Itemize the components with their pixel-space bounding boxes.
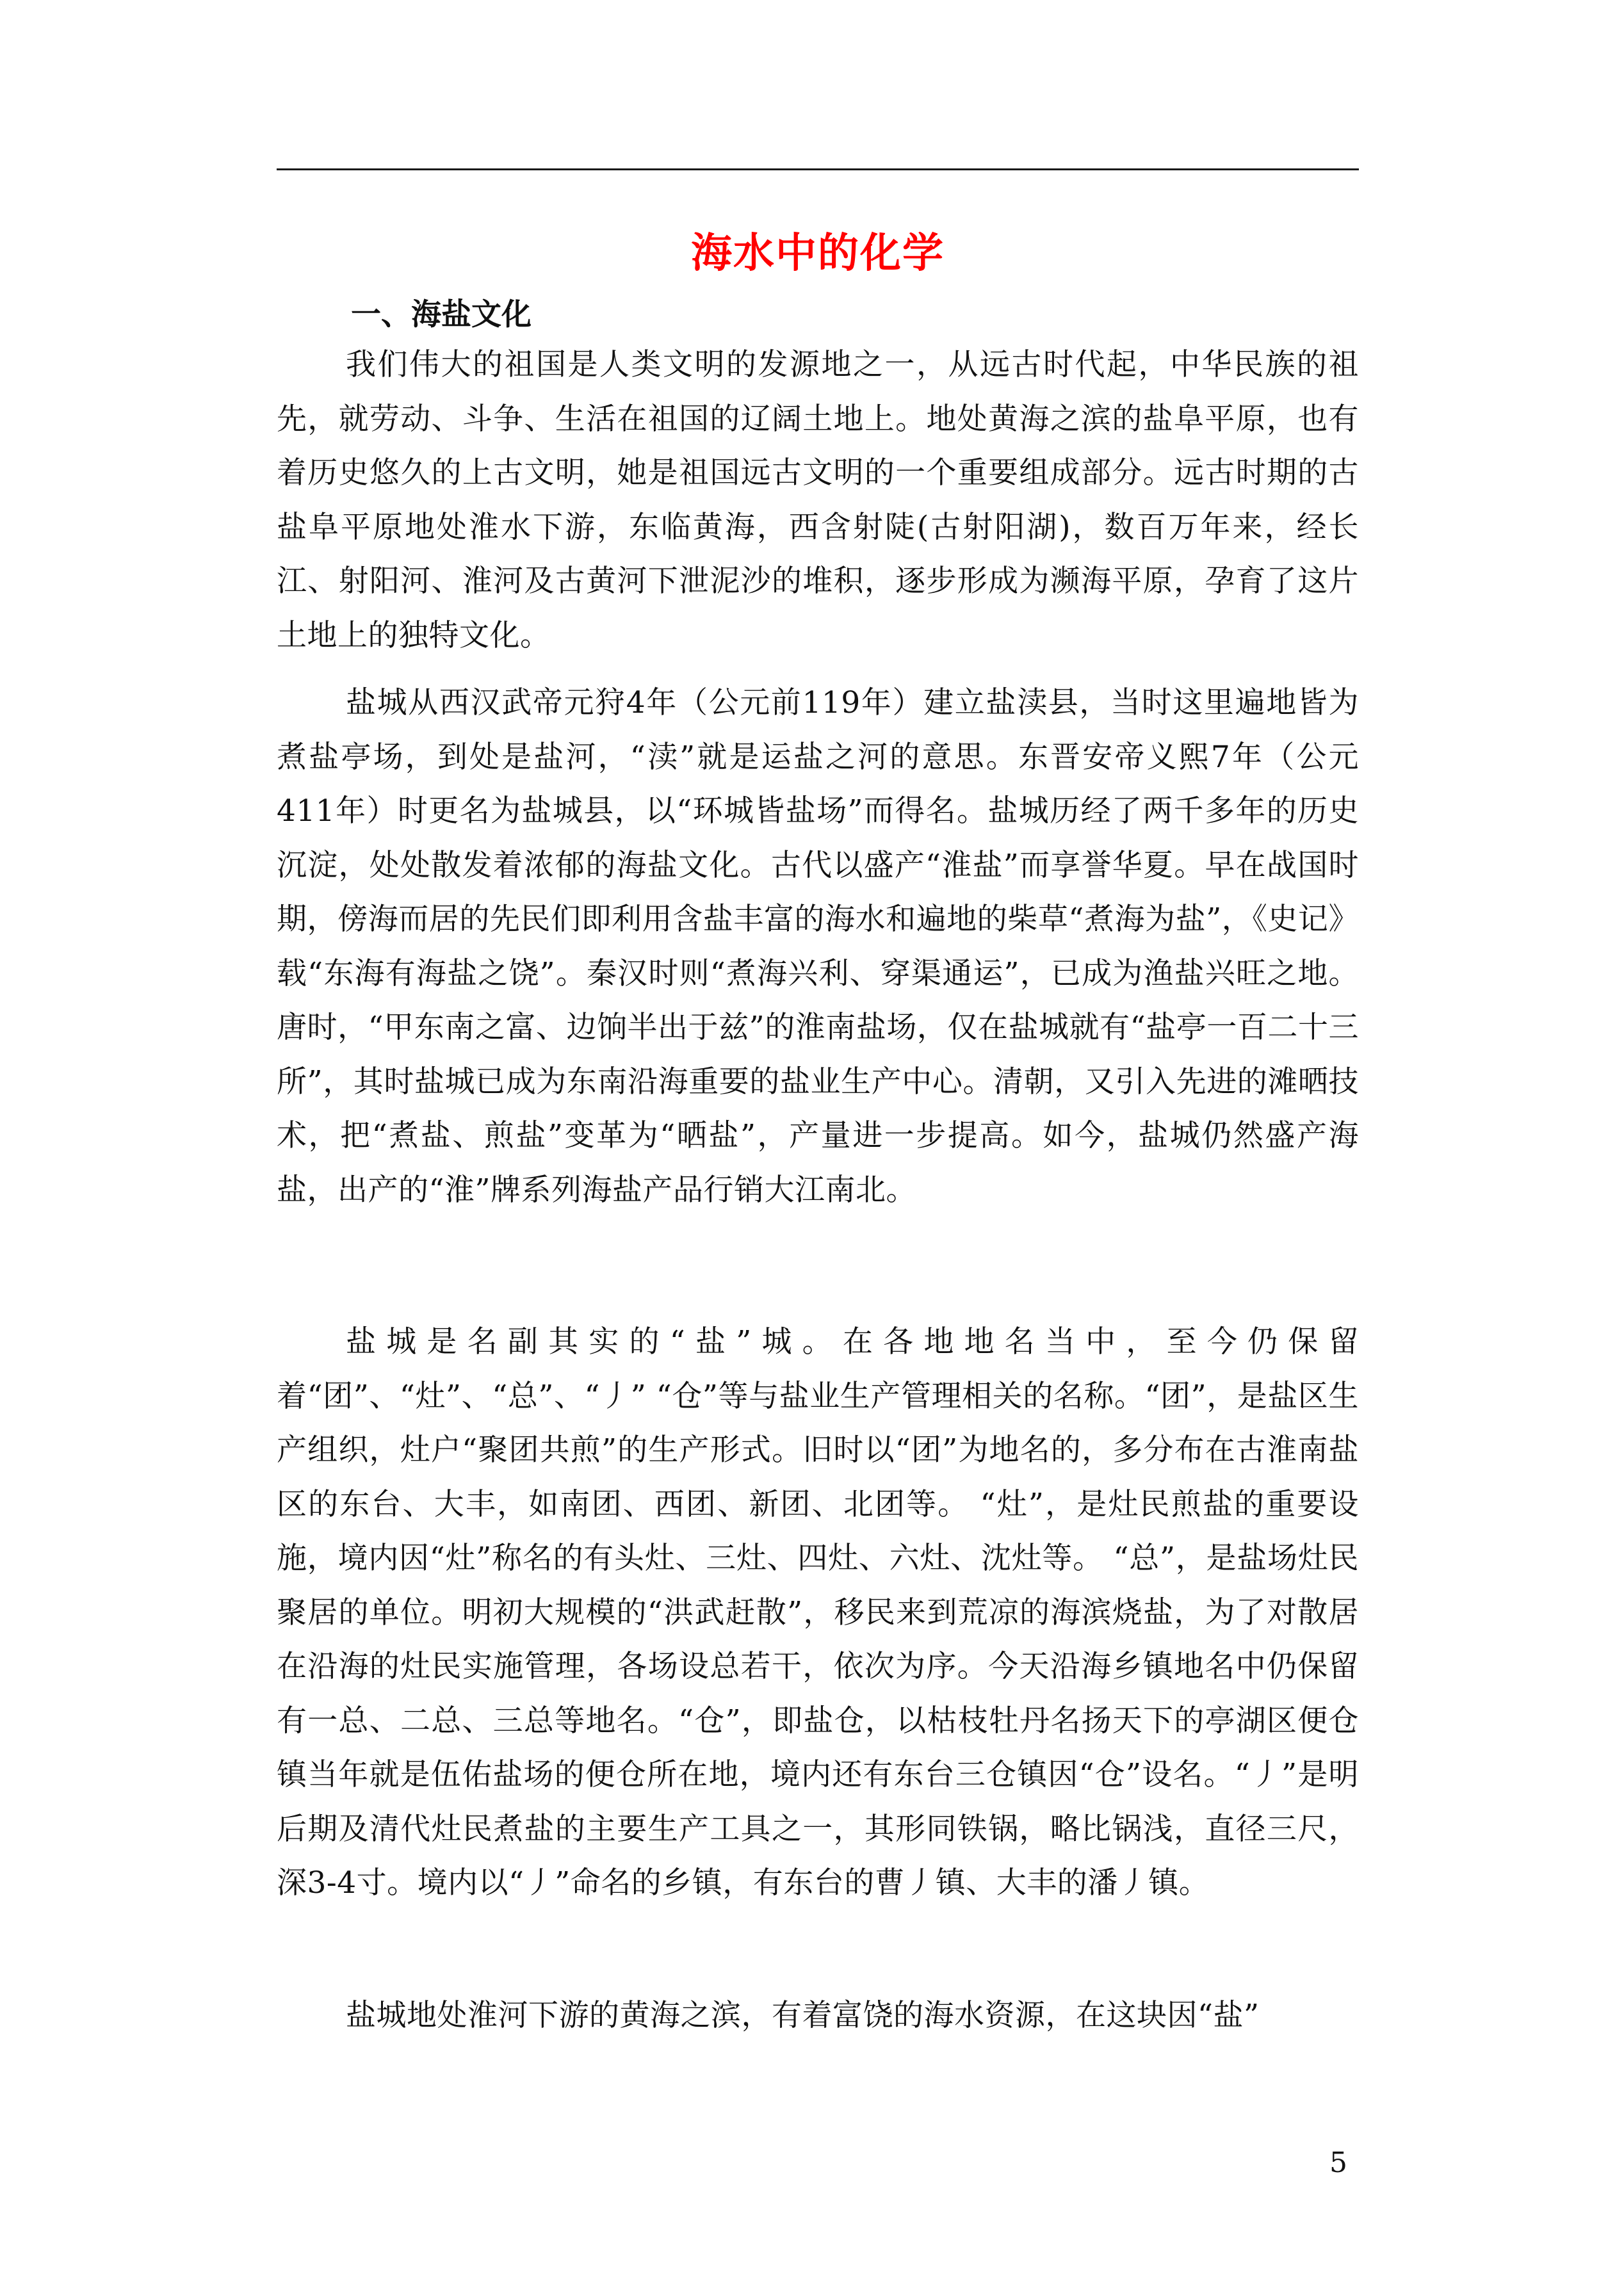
header-rule [277, 168, 1359, 170]
paragraph-2: 盐城从西汉武帝元狩4年（公元前119年）建立盐渎县，当时这里遍地皆为煮盐亭场，到处是盐河，“渎”就是运盐之河的意思。东晋安帝义熙7年（公元411年）时更名为盐城县，以“环城皆盐场”而得名。盐城历经了两千多年的历史沉淀，处处散发着浓郁的海盐文化。古代以盛产“淮盐”而享誉华夏。早在战国时期，傍海而居的先民们即利用含盐丰富的海水和遍地的柴草“煮海为盐”，《史记》载“东海有海盐之饶”。秦汉时则“煮海兴利、穿渠通运”，已成为渔盐兴旺之地。唐时，“甲东南之富、边饷半出于兹”的淮南盐场，仅在盐城就有“盐亭一百二十三所”，其时盐城已成为东南沿海重要的盐业生产中心。清朝，又引入先进的滩晒技术，把“煮盐、煎盐”变革为“晒盐”，产量进一步提高。如今，盐城仍然盛产海盐，出产的“淮”牌系列海盐产品行销大江南北。 [277, 685, 1359, 1208]
page-number: 5 [1329, 2146, 1347, 2179]
paragraph-4: 盐城地处淮河下游的黄海之滨，有着富饶的海水资源，在这块因“盐” [346, 1998, 1260, 2033]
paragraph-1: 我们伟大的祖国是人类文明的发源地之一，从远古时代起，中华民族的祖先，就劳动、斗争、生活在祖国的辽阔土地上。地处黄海之滨的盐阜平原，也有着历史悠久的上古文明，她是祖国远古文明的一个重要组成部分。远古时期的古盐阜平原地处淮水下游，东临黄海，西含射陡(古射阳湖)，数百万年来，经长江、射阳河、淮河及古黄河下泄泥沙的堆积，逐步形成为濒海平原，孕育了这片土地上的独特文化。 [277, 347, 1359, 653]
paragraph-3: 盐城是名副其实的“盐”城。在各地地名当中，至今仍保留着“团”、“灶”、“总”、“丿” “仓”等与盐业生产管理相关的名称。“团”，是盐区生产组织，灶户“聚团共煎”的生产形式。旧时以“团”为地名的，多分布在古淮南盐区的东台、大丰，如南团、西团、新团、北团等。 “灶”，是灶民煎盐的重要设施，境内因“灶”称名的有头灶、三灶、四灶、六灶、沈灶等。 “总”，是盐场灶民聚居的单位。明初大规模的“洪武赶散”，移民来到荒凉的海滨烧盐，为了对散居在沿海的灶民实施管理，各场设总若干，依次为序。今天沿海乡镇地名中仍保留有一总、二总、三总等地名。“仓”，即盐仓，以枯枝牡丹名扬天下的亭湖区便仓镇当年就是伍佑盐场的便仓所在地，境内还有东台三仓镇因“仓”设名。“丿”是明后期及清代灶民煮盐的主要生产工具之一，其形同铁锅，略比锅浅，直径三尺，深3-4寸。境内以“丿”命名的乡镇，有东台的曹丿镇、大丰的潘丿镇。 [277, 1324, 1359, 1901]
document-title: 海水中的化学 [691, 229, 945, 277]
section-heading: 一、海盐文化 [351, 297, 532, 332]
